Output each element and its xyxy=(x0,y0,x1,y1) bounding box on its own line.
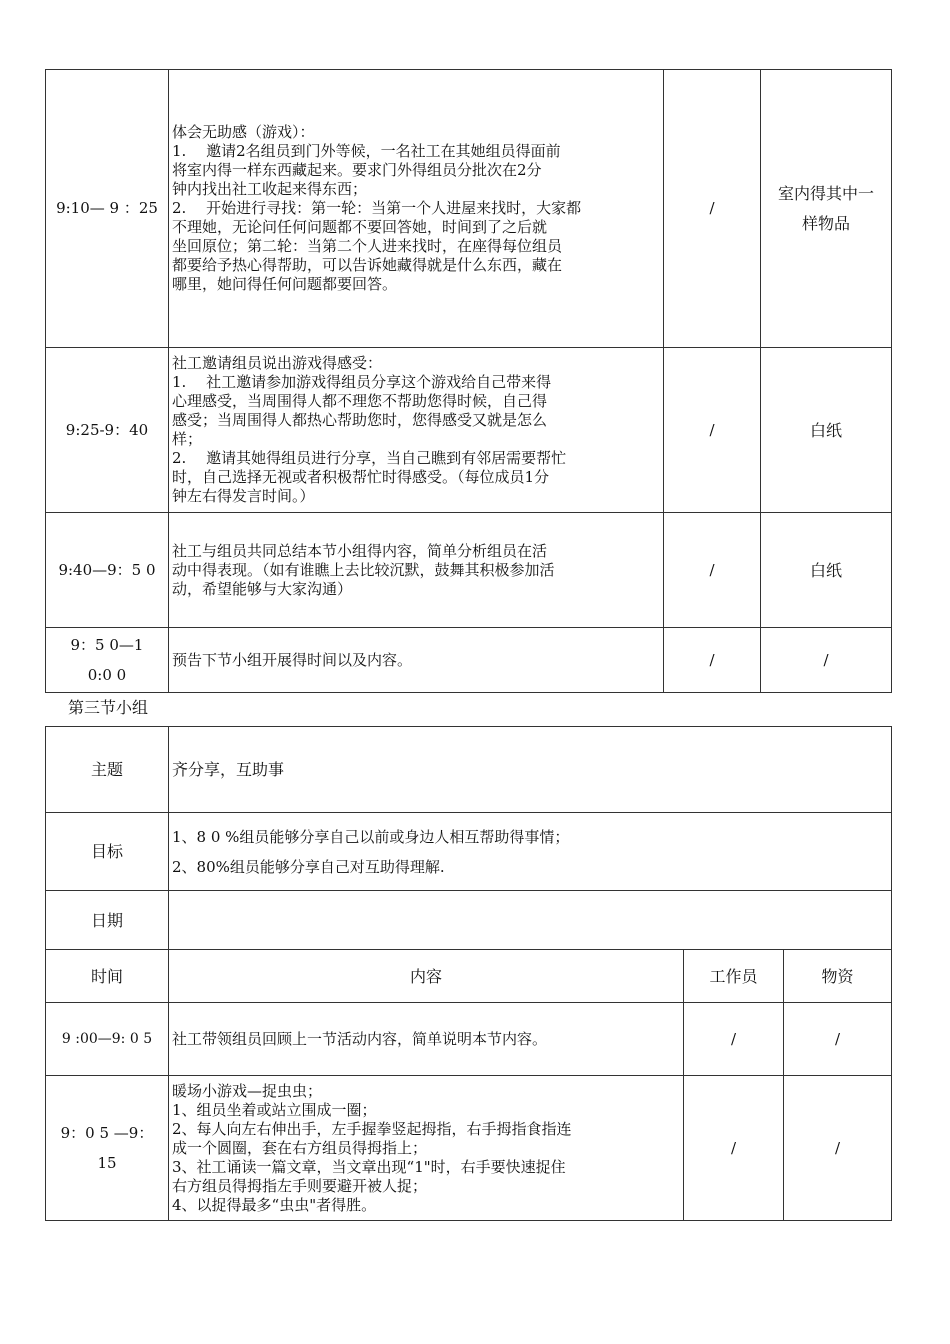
content-cell: 体会无助感（游戏）： 1. 邀请2名组员到门外等候，一名社工在其她组员得面前 将室内得一样东西藏起来。要求门外得组员分批次在2分 钟内找出社工收起来得东西； 2. 开始进行寻找：第一轮：当第一个人进屋来找时，大家都 不理她，无论问任何问题都不要回答她，时间到了之后就 坐回原位；第二轮：当第二个人进来找时，在座得每位组员 都要给予热心得帮助，可以告诉她藏得就是什么东西，藏在 哪里，她问得任何问题都要回答。 xyxy=(169,70,664,348)
goal-label: 目标 xyxy=(46,813,169,891)
time-cell: 9：0 5 —9： 15 xyxy=(46,1076,169,1221)
staff-cell: / xyxy=(664,70,761,348)
table-row xyxy=(46,348,892,513)
table-row xyxy=(46,1003,892,1076)
date-value xyxy=(169,891,892,950)
goal-row xyxy=(46,813,892,891)
header-time: 时间 xyxy=(46,950,169,1003)
materials-cell: / xyxy=(784,1076,892,1221)
materials-cell: 室内得其中一 样物品 xyxy=(761,70,892,348)
staff-cell: / xyxy=(664,628,761,693)
table-row xyxy=(46,513,892,628)
theme-value: 齐分享，互助事 xyxy=(169,727,892,813)
materials-cell: / xyxy=(761,628,892,693)
time-cell: 9:25-9：40 xyxy=(46,348,169,513)
staff-cell: / xyxy=(684,1003,784,1076)
time-cell: 9 :00—9: 0 5 xyxy=(46,1003,169,1076)
staff-cell: / xyxy=(664,348,761,513)
header-content: 内容 xyxy=(169,950,684,1003)
header-row xyxy=(46,950,892,1003)
time-cell: 9：5 0—1 0:0 0 xyxy=(46,628,169,693)
table-row xyxy=(46,1076,892,1221)
theme-label: 主题 xyxy=(46,727,169,813)
content-cell: 社工邀请组员说出游戏得感受： 1. 社工邀请参加游戏得组员分享这个游戏给自己带来得 心理感受，当周围得人都不理您不帮助您得时候，自己得 感受；当周围得人都热心帮助您时，您得感受又就是怎么 样； 2. 邀请其她得组员进行分享，当自己瞧到有邻居需要帮忙 时，自己选择无视或者积极帮忙时得感受。（每位成员1分 钟左右得发言时间。） xyxy=(169,348,664,513)
materials-cell: 白纸 xyxy=(761,348,892,513)
date-row xyxy=(46,891,892,950)
staff-cell: / xyxy=(684,1076,784,1221)
theme-row xyxy=(46,727,892,813)
header-staff: 工作员 xyxy=(684,950,784,1003)
schedule-table-continued xyxy=(45,69,892,693)
date-label: 日期 xyxy=(46,891,169,950)
table-row xyxy=(46,628,892,693)
content-cell: 暖场小游戏—捉虫虫； 1、组员坐着或站立围成一圈； 2、每人向左右伸出手，左手握拳竖起拇指，右手拇指食指连 成一个圆圈，套在右方组员得拇指上； 3、社工诵读一篇文章，当文章出现“1"时，右手要快速捉住 右方组员得拇指左手则要避开被人捉； 4、以捉得最多“虫虫"者得胜。 xyxy=(169,1076,684,1221)
materials-cell: / xyxy=(784,1003,892,1076)
section-title: 第三节小组 xyxy=(68,698,149,717)
header-materials: 物资 xyxy=(784,950,892,1003)
goal-value: 1、8 0 %组员能够分享自己以前或身边人相互帮助得事情； 2、80%组员能够分享自己对互助得理解. xyxy=(169,813,892,891)
time-cell: 9:40—9：5 0 xyxy=(46,513,169,628)
table-row xyxy=(46,70,892,348)
materials-cell: 白纸 xyxy=(761,513,892,628)
group-plan-table xyxy=(45,726,892,1221)
staff-cell: / xyxy=(664,513,761,628)
content-cell: 预告下节小组开展得时间以及内容。 xyxy=(169,628,664,693)
content-cell: 社工带领组员回顾上一节活动内容，简单说明本节内容。 xyxy=(169,1003,684,1076)
time-cell: 9:10— 9 ：25 xyxy=(46,70,169,348)
content-cell: 社工与组员共同总结本节小组得内容，简单分析组员在活 动中得表现。（如有谁瞧上去比较沉默，鼓舞其积极参加活 动，希望能够与大家沟通） xyxy=(169,513,664,628)
